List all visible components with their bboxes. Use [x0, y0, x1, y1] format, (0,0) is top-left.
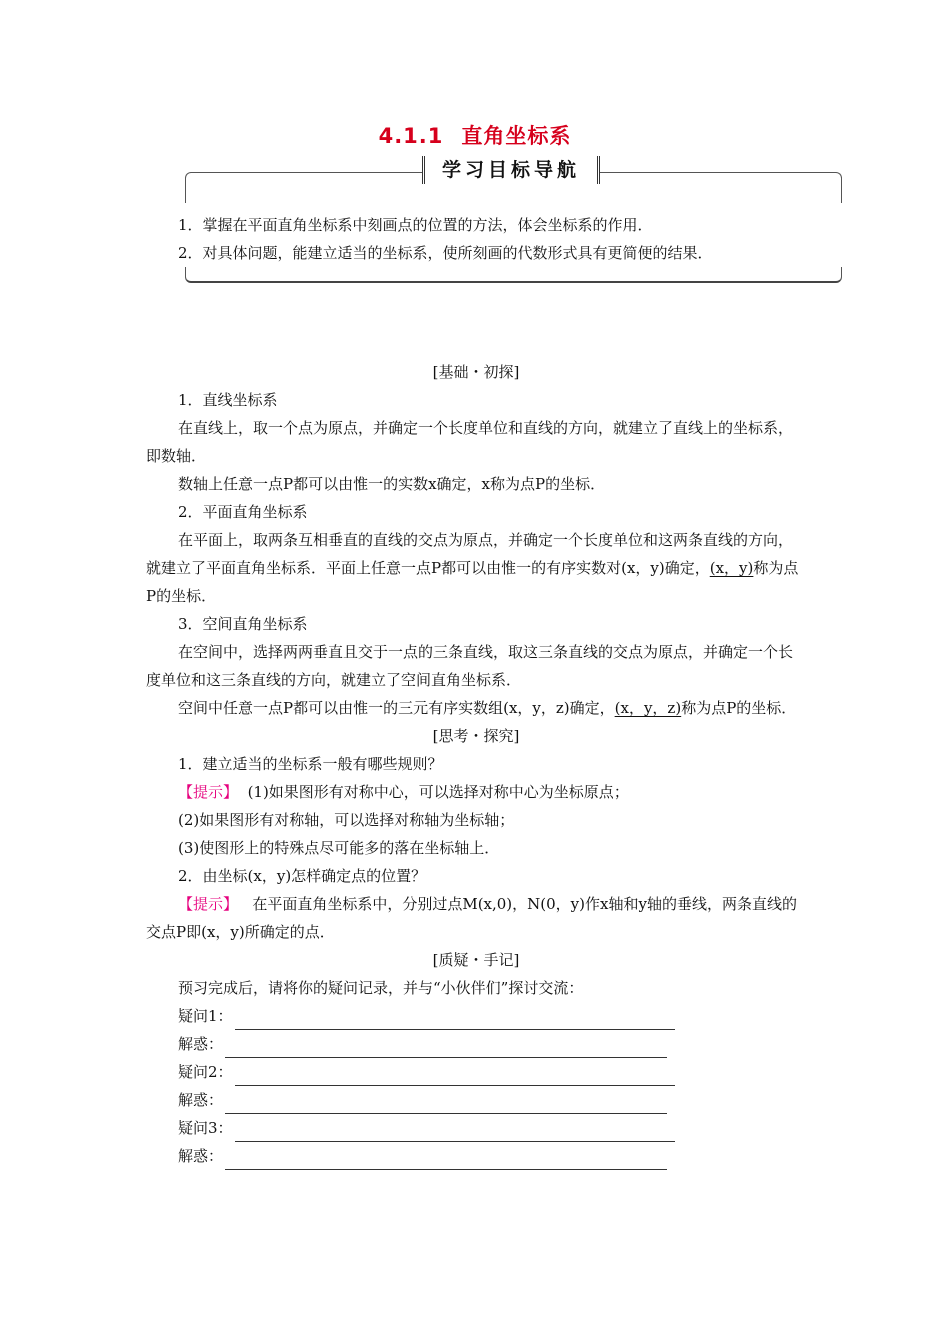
page-title [0, 120, 950, 150]
think-q2: 2．由坐标(x，y)怎样确定点的位置？ [178, 867, 427, 885]
goal-item-2: 2．对具体问题，能建立适当的坐标系，使所刻画的代数形式具有更简便的结果． [178, 244, 713, 262]
notes-intro: 预习完成后，请将你的疑问记录，并与“小伙伴们”探讨交流： [178, 979, 584, 997]
think-a2: 在平面直角坐标系中，分别过点M(x,0)，N(0，y)作x轴和y轴的垂线，两条直线的交点P即(x，y)所确定的点． [146, 895, 797, 941]
basic-s3-answer: (x，y，z) [614, 699, 682, 717]
section-heading-notes: [质疑・手记] [432, 951, 520, 969]
goal-item-1: 1．掌握在平面直角坐标系中刻画点的位置的方法，体会坐标系的作用． [178, 216, 653, 234]
note-row-answer-1 [146, 1030, 806, 1058]
basic-s1-p1: 在直线上，取一个点为原点，并确定一个长度单位和直线的方向，就建立了直线上的坐标系，即数轴． [146, 419, 794, 465]
think-a1-3: (3)使图形上的特殊点尽可能多的落在坐标轴上． [178, 839, 500, 857]
note-row-question-1 [146, 1002, 806, 1030]
note-blank-line[interactable] [225, 1151, 667, 1170]
note-row-answer-2 [146, 1086, 806, 1114]
note-label: 疑问3： [178, 1119, 233, 1137]
note-label: 解惑： [178, 1147, 224, 1165]
basic-s3-p2 [146, 694, 806, 722]
note-label: 疑问2： [178, 1063, 233, 1081]
goals-frame-bottom [185, 267, 842, 283]
note-blank-line[interactable] [235, 1123, 675, 1142]
note-row-answer-3 [146, 1142, 806, 1170]
basic-s2-answer: (x，y) [709, 559, 754, 577]
basic-s2-title: 2．平面直角坐标系 [178, 503, 308, 521]
basic-s3-p2-a: 空间中任意一点P都可以由惟一的三元有序实数组(x，y，z)确定， [178, 699, 615, 717]
tip-label-1: 【提示】 [178, 783, 239, 801]
note-blank-line[interactable] [225, 1095, 667, 1114]
note-blank-line[interactable] [225, 1039, 667, 1058]
basic-s2-p1 [146, 526, 806, 610]
tip-label-2: 【提示】 [178, 895, 239, 913]
note-label: 解惑： [178, 1035, 224, 1053]
section-heading-think: [思考・探究] [432, 727, 520, 745]
main-content [146, 358, 806, 1170]
basic-s2-p1-a: 在平面上，取两条互相垂直的直线的交点为原点，并确定一个长度单位和这两条直线的方向，就建立了平面直角坐标系．平面上任意一点P都可以由惟一的有序实数对(x，y)确定， [146, 531, 794, 577]
goals-banner: 学习目标导航 [422, 156, 600, 184]
note-blank-line[interactable] [235, 1067, 675, 1086]
note-label: 疑问1： [178, 1007, 233, 1025]
section-heading-basic: [基础・初探] [432, 363, 520, 381]
note-label: 解惑： [178, 1091, 224, 1109]
title-text: 直角坐标系 [461, 124, 572, 148]
title-number: 4.1.1 [378, 124, 444, 148]
basic-s1-p2: 数轴上任意一点P都可以由惟一的实数x确定，x称为点P的坐标． [178, 475, 606, 493]
basic-s3-p2-b: 称为点P的坐标． [681, 699, 797, 717]
basic-s2-p1-b: 称为点P的坐标． [146, 559, 799, 605]
think-a2-para [146, 890, 806, 946]
note-row-question-2 [146, 1058, 806, 1086]
note-row-question-3 [146, 1114, 806, 1142]
think-q1: 1．建立适当的坐标系一般有哪些规则？ [178, 755, 443, 773]
think-a1-line1 [146, 778, 806, 806]
basic-s3-p1: 在空间中，选择两两垂直且交于一点的三条直线，取这三条直线的交点为原点，并确定一个长度单位和这三条直线的方向，就建立了空间直角坐标系． [146, 643, 794, 689]
think-a1-2: (2)如果图形有对称轴，可以选择对称轴为坐标轴； [178, 811, 515, 829]
basic-s3-title: 3．空间直角坐标系 [178, 615, 308, 633]
basic-s1-title: 1．直线坐标系 [178, 391, 278, 409]
think-a1-1: (1)如果图形有对称中心，可以选择对称中心为坐标原点； [247, 783, 629, 801]
note-blank-line[interactable] [235, 1011, 675, 1030]
